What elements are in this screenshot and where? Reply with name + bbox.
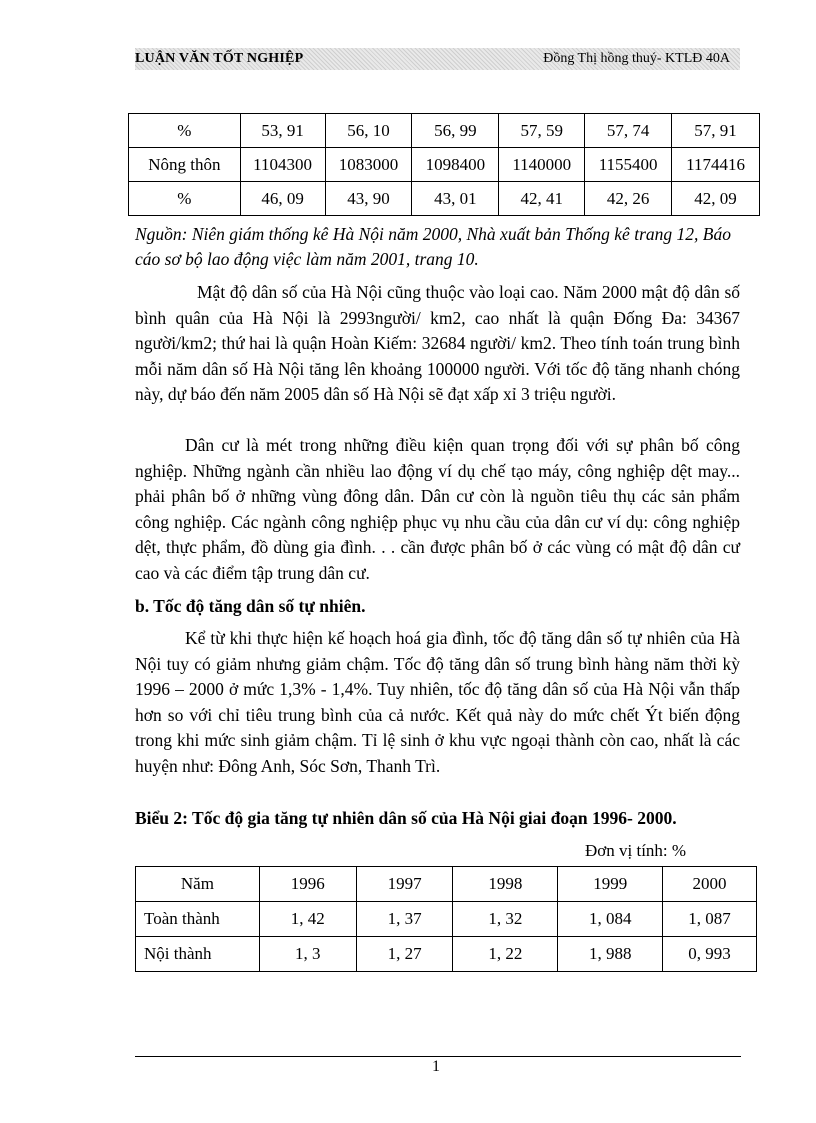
paragraph-natural-growth: Kể từ khi thực hiện kế hoạch hoá gia đình, tốc độ tăng dân số tự nhiên của Hà Nội tuy có giảm nhưng giảm chậm. Tốc độ tăng dân số trung bình hàng năm thời kỳ 1996 – 2000 ở mức 1,3% - 1,4%. Tuy nhiên, tốc độ tăng dân số của Hà Nội vẫn thấp hơn so với chỉ tiêu trung bình của cả nước. Kết quả này do mức chết Ýt biến động trong khi mức sinh giảm chậm. Tỉ lệ sinh ở khu vực ngoại thành còn cao, nhất là các huyện như: Đông Anh, Sóc Sơn, Thanh Trì. bbox=[135, 628, 740, 776]
table-cell: 1083000 bbox=[325, 148, 412, 182]
table-header-cell: 1996 bbox=[259, 867, 356, 902]
table-cell: 42, 26 bbox=[585, 182, 672, 216]
table-cell: 1174416 bbox=[672, 148, 760, 182]
table-row bbox=[129, 148, 760, 182]
table-cell: 42, 41 bbox=[499, 182, 585, 216]
table-cell: 1, 3 bbox=[259, 937, 356, 972]
section-heading: b. Tốc độ tăng dân số tự nhiên. bbox=[135, 596, 366, 616]
footer-divider bbox=[135, 1056, 741, 1057]
table-header-cell: 1998 bbox=[453, 867, 558, 902]
table-cell: 1, 27 bbox=[356, 937, 453, 972]
table-row-label: Toàn thành bbox=[136, 902, 260, 937]
table-cell: 53, 91 bbox=[240, 114, 325, 148]
table-cell: 42, 09 bbox=[672, 182, 760, 216]
table-row bbox=[136, 902, 757, 937]
table-cell: 1155400 bbox=[585, 148, 672, 182]
table-cell: 1098400 bbox=[412, 148, 499, 182]
header-title: LUẬN VĂN TỐT NGHIỆP bbox=[135, 51, 304, 66]
table-cell: 1, 22 bbox=[453, 937, 558, 972]
table-cell: 1140000 bbox=[499, 148, 585, 182]
table-header-cell: Năm bbox=[136, 867, 260, 902]
table-cell: Nông thôn bbox=[129, 148, 241, 182]
table-cell: 1, 087 bbox=[663, 902, 757, 937]
chart-title: Biểu 2: Tốc độ gia tăng tự nhiên dân số của Hà Nội giai đoạn 1996- 2000. bbox=[135, 808, 677, 828]
table-header-row bbox=[136, 867, 757, 902]
table-header-cell: 2000 bbox=[663, 867, 757, 902]
table-cell: 57, 74 bbox=[585, 114, 672, 148]
table-cell: 56, 10 bbox=[325, 114, 412, 148]
page-number: 1 bbox=[432, 1058, 440, 1075]
table-cell: 1, 37 bbox=[356, 902, 453, 937]
table-cell: 0, 993 bbox=[663, 937, 757, 972]
table-row-label: Nội thành bbox=[136, 937, 260, 972]
table-cell: 43, 01 bbox=[412, 182, 499, 216]
table-row bbox=[129, 114, 760, 148]
population-table bbox=[128, 113, 760, 216]
unit-label: Đơn vị tính: % bbox=[585, 841, 687, 860]
paragraph-population-industry: Dân cư là mét trong những điều kiện quan trọng đối với sự phân bố công nghiệp. Những ngành cần nhiều lao động ví dụ chế tạo máy, công nghiệp dệt may... phải phân bố ở những vùng đông dân. Dân cư còn là nguồn tiêu thụ các sản phẩm công nghiệp. Các ngành công nghiệp phục vụ nhu cầu của dân cư ví dụ: công nghiệp dệt, thực phẩm, đồ dùng gia đình. . . cần được phân bố ở các vùng có mật độ dân cư cao và các điểm tập trung dân cư. bbox=[135, 435, 740, 583]
table-cell: 1, 988 bbox=[558, 937, 663, 972]
table-source-note: Nguồn: Niên giám thống kê Hà Nội năm 2000, Nhà xuất bản Thống kê trang 12, Báo cáo sơ bộ lao động việc làm năm 2001, trang 10. bbox=[135, 224, 731, 269]
growth-rate-table bbox=[135, 866, 757, 972]
table-row bbox=[129, 182, 760, 216]
table-cell: 43, 90 bbox=[325, 182, 412, 216]
table-cell: 46, 09 bbox=[240, 182, 325, 216]
table-cell: 1, 42 bbox=[259, 902, 356, 937]
table-cell: 56, 99 bbox=[412, 114, 499, 148]
table-row bbox=[136, 937, 757, 972]
table-header-cell: 1997 bbox=[356, 867, 453, 902]
header-author: Đồng Thị hồng thuý- KTLĐ 40A bbox=[543, 51, 730, 66]
table-header-cell: 1999 bbox=[558, 867, 663, 902]
table-cell: 1, 084 bbox=[558, 902, 663, 937]
table-cell: 1, 32 bbox=[453, 902, 558, 937]
table-cell: 57, 59 bbox=[499, 114, 585, 148]
table-cell: 57, 91 bbox=[672, 114, 760, 148]
table-cell: 1104300 bbox=[240, 148, 325, 182]
paragraph-population-density: Mật độ dân số của Hà Nội cũng thuộc vào loại cao. Năm 2000 mật độ dân số bình quân của Hà Nội là 2993người/ km2, cao nhất là quận Đống Đa: 34367 người/km2; thứ hai là quận Hoàn Kiếm: 32684 người/ km2. Theo tính toán trung bình mỗi năm dân số Hà Nội tăng lên khoảng 100000 người. Với tốc độ tăng nhanh chóng này, dự báo đến năm 2005 dân số Hà Nội sẽ đạt xấp xỉ 3 triệu người. bbox=[135, 282, 740, 404]
page-header bbox=[135, 48, 740, 70]
table-cell: % bbox=[129, 114, 241, 148]
table-cell: % bbox=[129, 182, 241, 216]
